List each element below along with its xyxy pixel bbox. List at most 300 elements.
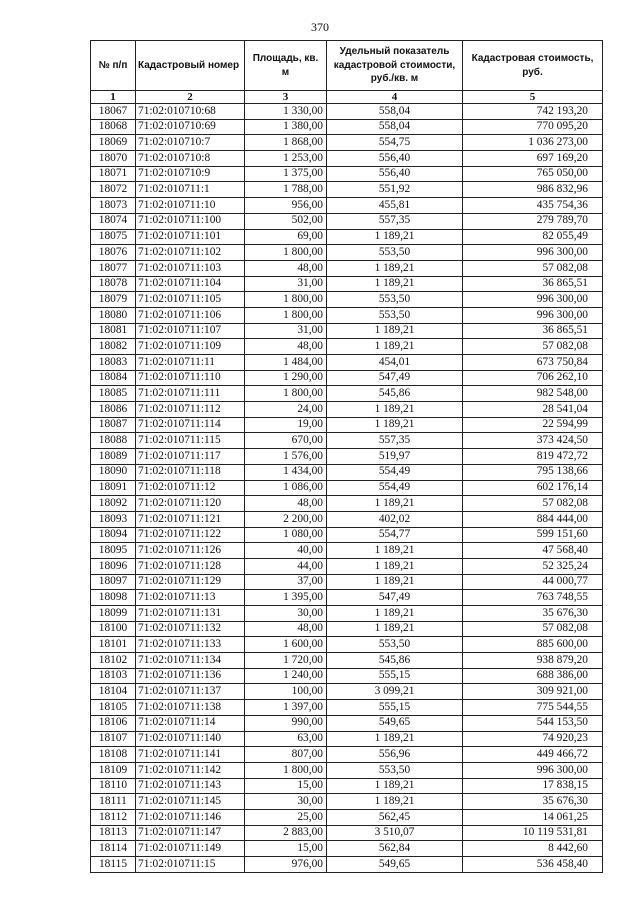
cadastral-value-table: [90, 40, 603, 873]
header-row-number: № п/п: [91, 41, 136, 91]
table-row: [91, 558, 603, 574]
row-number-cell: 18099: [91, 606, 136, 622]
cadastral-value-cell: 673 750,84: [463, 355, 603, 371]
cadastral-number-cell: 71:02:010710:7: [136, 135, 245, 151]
row-number-cell: 18078: [91, 276, 136, 292]
cadastral-number-cell: 71:02:010710:8: [136, 151, 245, 167]
cadastral-number-cell: 71:02:010711:134: [136, 653, 245, 669]
row-number-cell: 18094: [91, 527, 136, 543]
cadastral-value-cell: 819 472,72: [463, 449, 603, 465]
table-body: [91, 104, 603, 873]
cadastral-value-cell: 996 300,00: [463, 762, 603, 778]
cadastral-number-cell: 71:02:010711:117: [136, 449, 245, 465]
cadastral-value-cell: 697 169,20: [463, 151, 603, 167]
cadastral-number-cell: 71:02:010711:132: [136, 621, 245, 637]
cadastral-value-cell: 996 300,00: [463, 292, 603, 308]
area-cell: 1 395,00: [245, 590, 327, 606]
table-row: [91, 543, 603, 559]
row-number-cell: 18075: [91, 229, 136, 245]
area-cell: 670,00: [245, 433, 327, 449]
unit-value-cell: 1 189,21: [327, 260, 463, 276]
cadastral-number-cell: 71:02:010711:138: [136, 700, 245, 716]
unit-value-cell: 562,84: [327, 841, 463, 857]
cadastral-number-cell: 71:02:010711:136: [136, 668, 245, 684]
unit-value-cell: 455,81: [327, 198, 463, 214]
unit-value-cell: 1 189,21: [327, 621, 463, 637]
area-cell: 44,00: [245, 558, 327, 574]
unit-value-cell: 554,49: [327, 464, 463, 480]
table-row: [91, 700, 603, 716]
area-cell: 990,00: [245, 715, 327, 731]
area-cell: 1 800,00: [245, 292, 327, 308]
unit-value-cell: 3 510,07: [327, 825, 463, 841]
cadastral-value-cell: 14 061,25: [463, 809, 603, 825]
cadastral-number-cell: 71:02:010711:106: [136, 307, 245, 323]
cadastral-number-cell: 71:02:010711:12: [136, 480, 245, 496]
row-number-cell: 18092: [91, 496, 136, 512]
row-number-cell: 18072: [91, 182, 136, 198]
table-row: [91, 229, 603, 245]
unit-value-cell: 1 189,21: [327, 778, 463, 794]
unit-value-cell: 1 189,21: [327, 339, 463, 355]
cadastral-number-cell: 71:02:010711:112: [136, 402, 245, 418]
table-row: [91, 276, 603, 292]
table-row: [91, 135, 603, 151]
table-row: [91, 260, 603, 276]
table-row: [91, 778, 603, 794]
cadastral-value-cell: 52 325,24: [463, 558, 603, 574]
cadastral-number-cell: 71:02:010711:146: [136, 809, 245, 825]
row-number-cell: 18080: [91, 307, 136, 323]
table-row: [91, 841, 603, 857]
row-number-cell: 18077: [91, 260, 136, 276]
area-cell: 956,00: [245, 198, 327, 214]
cadastral-number-cell: 71:02:010711:14: [136, 715, 245, 731]
unit-value-cell: 1 189,21: [327, 558, 463, 574]
cadastral-value-cell: 770 095,20: [463, 119, 603, 135]
row-number-cell: 18071: [91, 166, 136, 182]
area-cell: 1 240,00: [245, 668, 327, 684]
table-row: [91, 590, 603, 606]
area-cell: 1 800,00: [245, 245, 327, 261]
table-row: [91, 809, 603, 825]
cadastral-number-cell: 71:02:010711:122: [136, 527, 245, 543]
table-row: [91, 857, 603, 873]
row-number-cell: 18067: [91, 104, 136, 120]
row-number-cell: 18093: [91, 511, 136, 527]
cadastral-value-cell: 544 153,50: [463, 715, 603, 731]
row-number-cell: 18097: [91, 574, 136, 590]
cadastral-number-cell: 71:02:010711:103: [136, 260, 245, 276]
column-number-row: [91, 91, 603, 104]
cadastral-value-cell: 1 036 273,00: [463, 135, 603, 151]
cadastral-value-cell: 536 458,40: [463, 857, 603, 873]
row-number-cell: 18081: [91, 323, 136, 339]
area-cell: 48,00: [245, 339, 327, 355]
cadastral-value-cell: 742 193,20: [463, 104, 603, 120]
unit-value-cell: 553,50: [327, 292, 463, 308]
row-number-cell: 18070: [91, 151, 136, 167]
table-row: [91, 386, 603, 402]
cadastral-number-cell: 71:02:010711:120: [136, 496, 245, 512]
table-row: [91, 323, 603, 339]
unit-value-cell: 545,86: [327, 653, 463, 669]
header-cadastral-number: Кадастровый номер: [136, 41, 245, 91]
row-number-cell: 18091: [91, 480, 136, 496]
cadastral-number-cell: 71:02:010711:11: [136, 355, 245, 371]
table-row: [91, 715, 603, 731]
row-number-cell: 18100: [91, 621, 136, 637]
area-cell: 31,00: [245, 276, 327, 292]
area-cell: 30,00: [245, 606, 327, 622]
cadastral-value-cell: 885 600,00: [463, 637, 603, 653]
cadastral-value-cell: 28 541,04: [463, 402, 603, 418]
table-row: [91, 653, 603, 669]
area-cell: 40,00: [245, 543, 327, 559]
page-number: 370: [311, 20, 329, 34]
cadastral-number-cell: 71:02:010711:105: [136, 292, 245, 308]
table-row: [91, 794, 603, 810]
row-number-cell: 18073: [91, 198, 136, 214]
area-cell: 1 330,00: [245, 104, 327, 120]
cadastral-number-cell: 71:02:010711:101: [136, 229, 245, 245]
table-row: [91, 621, 603, 637]
cadastral-value-cell: 57 082,08: [463, 496, 603, 512]
area-cell: 1 080,00: [245, 527, 327, 543]
unit-value-cell: 556,96: [327, 747, 463, 763]
table-row: [91, 198, 603, 214]
table-row: [91, 480, 603, 496]
unit-value-cell: 553,50: [327, 637, 463, 653]
unit-value-cell: 556,40: [327, 151, 463, 167]
cadastral-value-cell: 996 300,00: [463, 245, 603, 261]
cadastral-number-cell: 71:02:010711:140: [136, 731, 245, 747]
cadastral-value-cell: 765 050,00: [463, 166, 603, 182]
unit-value-cell: 553,50: [327, 762, 463, 778]
unit-value-cell: 549,65: [327, 857, 463, 873]
row-number-cell: 18086: [91, 402, 136, 418]
cadastral-value-cell: 22 594,99: [463, 417, 603, 433]
cadastral-value-cell: 986 832,96: [463, 182, 603, 198]
area-cell: 15,00: [245, 841, 327, 857]
header-cadastral-value: Кадастровая стоимость, руб.: [463, 41, 603, 91]
cadastral-value-cell: 74 920,23: [463, 731, 603, 747]
unit-value-cell: 554,49: [327, 480, 463, 496]
column-number: 3: [245, 91, 327, 104]
cadastral-value-cell: 763 748,55: [463, 590, 603, 606]
area-cell: 1 600,00: [245, 637, 327, 653]
cadastral-number-cell: 71:02:010711:133: [136, 637, 245, 653]
unit-value-cell: 562,45: [327, 809, 463, 825]
unit-value-cell: 555,15: [327, 668, 463, 684]
unit-value-cell: 556,40: [327, 166, 463, 182]
area-cell: 976,00: [245, 857, 327, 873]
cadastral-number-cell: 71:02:010710:68: [136, 104, 245, 120]
cadastral-value-cell: 35 676,30: [463, 794, 603, 810]
unit-value-cell: 3 099,21: [327, 684, 463, 700]
area-cell: 15,00: [245, 778, 327, 794]
unit-value-cell: 553,50: [327, 307, 463, 323]
cadastral-number-cell: 71:02:010711:128: [136, 558, 245, 574]
cadastral-value-cell: 35 676,30: [463, 606, 603, 622]
table-row: [91, 747, 603, 763]
table-row: [91, 731, 603, 747]
area-cell: 48,00: [245, 496, 327, 512]
area-cell: 1 800,00: [245, 386, 327, 402]
area-cell: 1 375,00: [245, 166, 327, 182]
row-number-cell: 18090: [91, 464, 136, 480]
row-number-cell: 18114: [91, 841, 136, 857]
row-number-cell: 18105: [91, 700, 136, 716]
cadastral-value-cell: 435 754,36: [463, 198, 603, 214]
cadastral-value-cell: 996 300,00: [463, 307, 603, 323]
cadastral-number-cell: 71:02:010711:137: [136, 684, 245, 700]
cadastral-number-cell: 71:02:010711:143: [136, 778, 245, 794]
row-number-cell: 18102: [91, 653, 136, 669]
cadastral-value-cell: 775 544,55: [463, 700, 603, 716]
table-row: [91, 762, 603, 778]
row-number-cell: 18088: [91, 433, 136, 449]
unit-value-cell: 547,49: [327, 590, 463, 606]
unit-value-cell: 557,35: [327, 433, 463, 449]
table-row: [91, 449, 603, 465]
unit-value-cell: 555,15: [327, 700, 463, 716]
cadastral-value-cell: 47 568,40: [463, 543, 603, 559]
table-row: [91, 104, 603, 120]
row-number-cell: 18095: [91, 543, 136, 559]
row-number-cell: 18089: [91, 449, 136, 465]
cadastral-number-cell: 71:02:010711:115: [136, 433, 245, 449]
unit-value-cell: 1 189,21: [327, 574, 463, 590]
cadastral-number-cell: 71:02:010711:131: [136, 606, 245, 622]
cadastral-number-cell: 71:02:010711:102: [136, 245, 245, 261]
cadastral-value-cell: 884 444,00: [463, 511, 603, 527]
table-row: [91, 213, 603, 229]
cadastral-value-cell: 982 548,00: [463, 386, 603, 402]
table-row: [91, 339, 603, 355]
area-cell: 1 380,00: [245, 119, 327, 135]
row-number-cell: 18079: [91, 292, 136, 308]
area-cell: 100,00: [245, 684, 327, 700]
cadastral-number-cell: 71:02:010711:126: [136, 543, 245, 559]
area-cell: 807,00: [245, 747, 327, 763]
cadastral-number-cell: 71:02:010711:142: [136, 762, 245, 778]
unit-value-cell: 1 189,21: [327, 417, 463, 433]
cadastral-number-cell: 71:02:010711:118: [136, 464, 245, 480]
cadastral-value-cell: 279 789,70: [463, 213, 603, 229]
row-number-cell: 18106: [91, 715, 136, 731]
area-cell: 48,00: [245, 260, 327, 276]
table-row: [91, 574, 603, 590]
unit-value-cell: 1 189,21: [327, 543, 463, 559]
table-row: [91, 292, 603, 308]
row-number-cell: 18103: [91, 668, 136, 684]
row-number-cell: 18082: [91, 339, 136, 355]
table-row: [91, 464, 603, 480]
area-cell: 1 397,00: [245, 700, 327, 716]
unit-value-cell: 551,92: [327, 182, 463, 198]
area-cell: 1 800,00: [245, 307, 327, 323]
unit-value-cell: 1 189,21: [327, 402, 463, 418]
row-number-cell: 18109: [91, 762, 136, 778]
area-cell: 1 434,00: [245, 464, 327, 480]
table-row: [91, 825, 603, 841]
cadastral-number-cell: 71:02:010711:109: [136, 339, 245, 355]
unit-value-cell: 558,04: [327, 104, 463, 120]
cadastral-value-cell: 599 151,60: [463, 527, 603, 543]
table-row: [91, 151, 603, 167]
cadastral-value-cell: 795 138,66: [463, 464, 603, 480]
unit-value-cell: 519,97: [327, 449, 463, 465]
row-number-cell: 18113: [91, 825, 136, 841]
area-cell: 1 576,00: [245, 449, 327, 465]
cadastral-number-cell: 71:02:010711:110: [136, 370, 245, 386]
table-row: [91, 245, 603, 261]
cadastral-value-cell: 36 865,51: [463, 276, 603, 292]
area-cell: 19,00: [245, 417, 327, 433]
table-row: [91, 355, 603, 371]
table-row: [91, 182, 603, 198]
cadastral-value-cell: 373 424,50: [463, 433, 603, 449]
cadastral-number-cell: 71:02:010711:104: [136, 276, 245, 292]
unit-value-cell: 1 189,21: [327, 794, 463, 810]
cadastral-value-cell: 17 838,15: [463, 778, 603, 794]
unit-value-cell: 1 189,21: [327, 496, 463, 512]
area-cell: 1 484,00: [245, 355, 327, 371]
cadastral-value-cell: 57 082,08: [463, 621, 603, 637]
unit-value-cell: 549,65: [327, 715, 463, 731]
cadastral-number-cell: 71:02:010710:9: [136, 166, 245, 182]
unit-value-cell: 1 189,21: [327, 731, 463, 747]
cadastral-number-cell: 71:02:010711:114: [136, 417, 245, 433]
row-number-cell: 18098: [91, 590, 136, 606]
cadastral-number-cell: 71:02:010711:129: [136, 574, 245, 590]
cadastral-number-cell: 71:02:010711:147: [136, 825, 245, 841]
area-cell: 502,00: [245, 213, 327, 229]
header-area: Площадь, кв. м: [245, 41, 327, 91]
unit-value-cell: 454,01: [327, 355, 463, 371]
area-cell: 37,00: [245, 574, 327, 590]
table-row: [91, 370, 603, 386]
area-cell: 24,00: [245, 402, 327, 418]
row-number-cell: 18104: [91, 684, 136, 700]
cadastral-value-cell: 938 879,20: [463, 653, 603, 669]
area-cell: 2 200,00: [245, 511, 327, 527]
cadastral-number-cell: 71:02:010711:100: [136, 213, 245, 229]
unit-value-cell: 1 189,21: [327, 229, 463, 245]
row-number-cell: 18111: [91, 794, 136, 810]
area-cell: 1 800,00: [245, 762, 327, 778]
area-cell: 1 720,00: [245, 653, 327, 669]
table-row: [91, 307, 603, 323]
cadastral-value-cell: 10 119 531,81: [463, 825, 603, 841]
cadastral-number-cell: 71:02:010711:111: [136, 386, 245, 402]
area-cell: 1 253,00: [245, 151, 327, 167]
area-cell: 1 086,00: [245, 480, 327, 496]
cadastral-number-cell: 71:02:010711:145: [136, 794, 245, 810]
area-cell: 1 788,00: [245, 182, 327, 198]
cadastral-value-cell: 57 082,08: [463, 260, 603, 276]
cadastral-number-cell: 71:02:010710:69: [136, 119, 245, 135]
row-number-cell: 18110: [91, 778, 136, 794]
column-number: 1: [91, 91, 136, 104]
unit-value-cell: 545,86: [327, 386, 463, 402]
cadastral-value-cell: 309 921,00: [463, 684, 603, 700]
row-number-cell: 18084: [91, 370, 136, 386]
row-number-cell: 18115: [91, 857, 136, 873]
area-cell: 2 883,00: [245, 825, 327, 841]
area-cell: 1 290,00: [245, 370, 327, 386]
cadastral-value-cell: 82 055,49: [463, 229, 603, 245]
table-row: [91, 119, 603, 135]
area-cell: 31,00: [245, 323, 327, 339]
unit-value-cell: 558,04: [327, 119, 463, 135]
row-number-cell: 18107: [91, 731, 136, 747]
row-number-cell: 18096: [91, 558, 136, 574]
unit-value-cell: 554,75: [327, 135, 463, 151]
cadastral-value-cell: 688 386,00: [463, 668, 603, 684]
table-row: [91, 684, 603, 700]
cadastral-value-cell: 36 865,51: [463, 323, 603, 339]
unit-value-cell: 1 189,21: [327, 606, 463, 622]
row-number-cell: 18108: [91, 747, 136, 763]
unit-value-cell: 554,77: [327, 527, 463, 543]
table-row: [91, 417, 603, 433]
table-row: [91, 511, 603, 527]
unit-value-cell: 557,35: [327, 213, 463, 229]
cadastral-number-cell: 71:02:010711:149: [136, 841, 245, 857]
area-cell: 69,00: [245, 229, 327, 245]
table-row: [91, 166, 603, 182]
unit-value-cell: 402,02: [327, 511, 463, 527]
cadastral-value-cell: 44 000,77: [463, 574, 603, 590]
row-number-cell: 18085: [91, 386, 136, 402]
row-number-cell: 18076: [91, 245, 136, 261]
cadastral-value-cell: 8 442,60: [463, 841, 603, 857]
row-number-cell: 18083: [91, 355, 136, 371]
row-number-cell: 18101: [91, 637, 136, 653]
table-row: [91, 496, 603, 512]
table-row: [91, 527, 603, 543]
cadastral-value-cell: 602 176,14: [463, 480, 603, 496]
cadastral-number-cell: 71:02:010711:13: [136, 590, 245, 606]
cadastral-number-cell: 71:02:010711:121: [136, 511, 245, 527]
area-cell: 48,00: [245, 621, 327, 637]
area-cell: 30,00: [245, 794, 327, 810]
column-number: 2: [136, 91, 245, 104]
table-header-row: [91, 41, 603, 91]
cadastral-number-cell: 71:02:010711:107: [136, 323, 245, 339]
cadastral-value-cell: 706 262,10: [463, 370, 603, 386]
unit-value-cell: 1 189,21: [327, 276, 463, 292]
row-number-cell: 18087: [91, 417, 136, 433]
row-number-cell: 18074: [91, 213, 136, 229]
unit-value-cell: 553,50: [327, 245, 463, 261]
header-unit-value: Удельный показатель кадастровой стоимости, руб./кв. м: [327, 41, 463, 91]
cadastral-number-cell: 71:02:010711:141: [136, 747, 245, 763]
table-row: [91, 637, 603, 653]
column-number: 5: [463, 91, 603, 104]
row-number-cell: 18069: [91, 135, 136, 151]
cadastral-number-cell: 71:02:010711:15: [136, 857, 245, 873]
table-row: [91, 606, 603, 622]
table-row: [91, 433, 603, 449]
table-row: [91, 402, 603, 418]
cadastral-value-cell: 57 082,08: [463, 339, 603, 355]
row-number-cell: 18068: [91, 119, 136, 135]
row-number-cell: 18112: [91, 809, 136, 825]
area-cell: 1 868,00: [245, 135, 327, 151]
